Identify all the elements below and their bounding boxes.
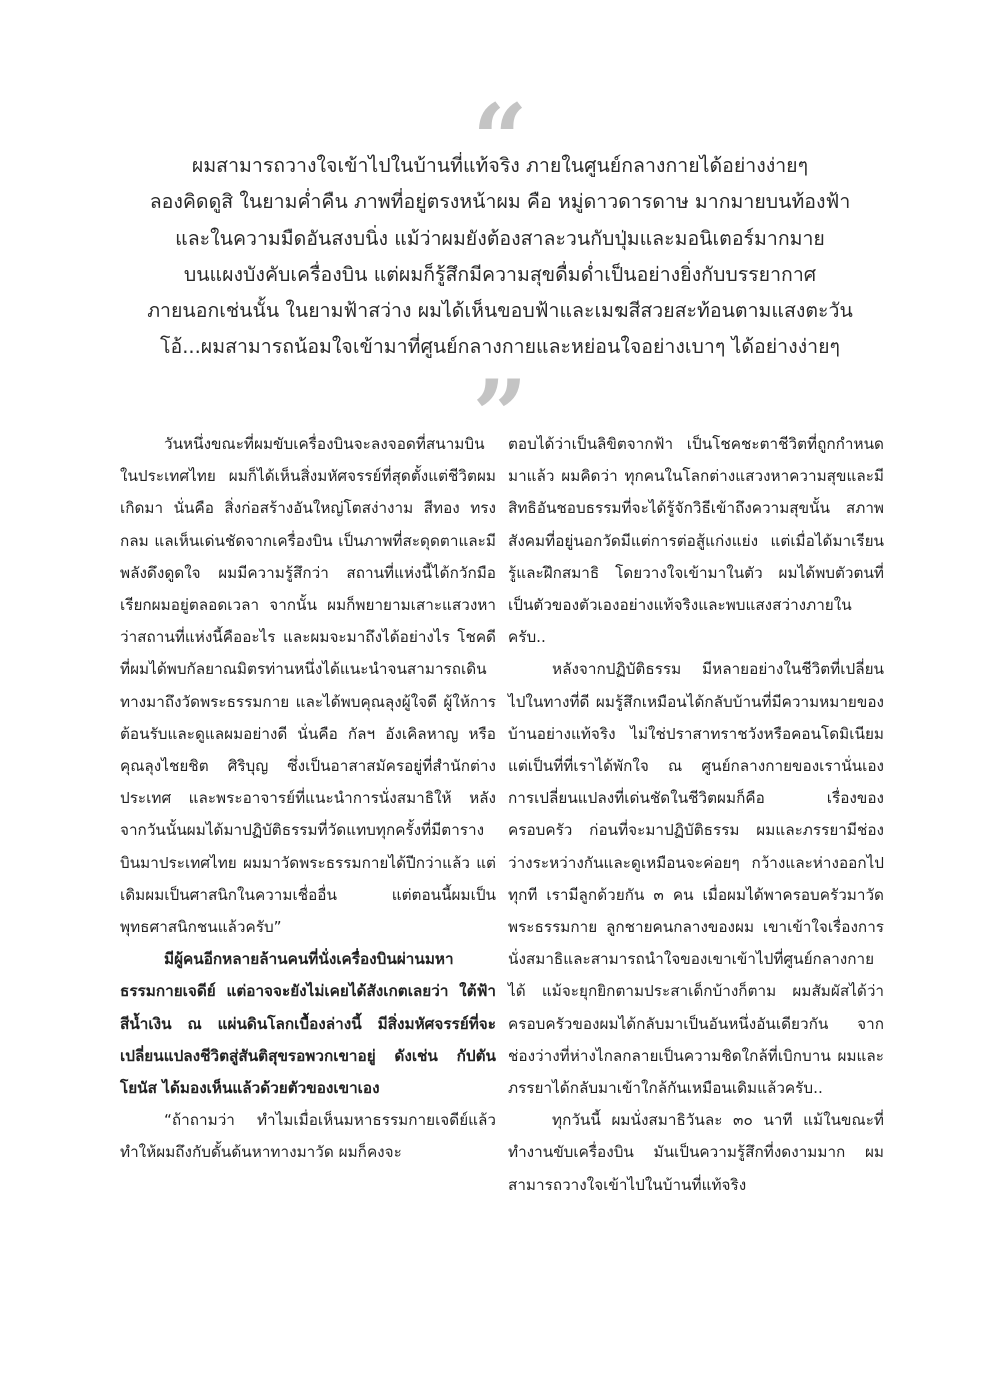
body-paragraph: ทุกวันนี้ ผมนั่งสมาธิวันละ ๓๐ นาที แม้ในขณะที่ทำงานขับเครื่องบิน มันเป็นความรู้สึกที่งดงามมาก ผมสามารถวางใจเข้าไปในบ้านที่แท้จริง (508, 1111, 884, 1194)
pull-quote-line: และในความมืดอันสงบนิ่ง แม้ว่าผมยังต้องสาละวนกับปุ่มและมอนิเตอร์มากมาย (175, 226, 825, 250)
body-paragraph: “ถ้าถามว่า ทำไมเมื่อเห็นมหาธรรมกายเจดีย์แล้ว ทำให้ผมถึงกับดั้นด้นหาทางมาวัด ผมก็คงจะ (120, 1111, 496, 1162)
pull-quote-line: ภายนอกเช่นนั้น ในยามฟ้าสว่าง ผมได้เห็นขอบฟ้าและเมฆสีสวยสะท้อนตามแสงตะวัน (147, 299, 853, 323)
pull-quote-line: ผมสามารถวางใจเข้าไปในบ้านที่แท้จริง ภายในศูนย์กลางกายได้อย่างง่ายๆ (191, 154, 809, 177)
body-paragraph: ตอบได้ว่าเป็นลิขิตจากฟ้า เป็นโชคชะตาชีวิตที่ถูกกำหนดมาแล้ว ผมคิดว่า ทุกคนในโลกต่างแสวงหาความสุขและมีสิทธิอันชอบธรรมที่จะได้รู้จักวิธีเข้าถึงความสุขนั้น สภาพสังคมที่อยู่นอกวัดมีแต่การต่อสู้แก่งแย่ง แต่เมื่อได้มาเรียนรู้และฝึกสมาธิ โดยวางใจเข้ามาในตัว ผมได้พบตัวตนที่เป็นตัวของตัวเองอย่างแท้จริงและพบแสงสว่างภายในครับ.. (508, 435, 884, 647)
pull-quote-line: ลองคิดดูสิ ในยามค่ำคืน ภาพที่อยู่ตรงหน้าผม คือ หมู่ดาวดารดาษ มากมายบนท้องฟ้า (149, 190, 851, 214)
pull-quote (90, 148, 910, 366)
body-paragraph: หลังจากปฏิบัติธรรม มีหลายอย่างในชีวิตที่เปลี่ยนไปในทางที่ดี ผมรู้สึกเหมือนได้กลับบ้านที่มีความหมายของบ้านอย่างแท้จริง ไม่ใช่ปราสาทราชวังหรือคอนโดมิเนียม แต่เป็นที่ที่เราได้พักใจ ณ ศูนย์กลางกายของเรานั่นเอง การเปลี่ยนแปลงที่เด่นชัดในชีวิตผมก็คือ เรื่องของครอบครัว ก่อนที่จะมาปฏิบัติธรรม ผมและภรรยามีช่องว่างระหว่างกันและดูเหมือนจะค่อยๆ กว้างและห่างออกไปทุกที เรามีลูกด้วยกัน ๓ คน เมื่อผมได้พาครอบครัวมาวัดพระธรรมกาย ลูกชายคนกลางของผม เขาเข้าใจเรื่องการนั่งสมาธิและสามารถนำใจของเขาเข้าไปที่ศูนย์กลางกายได้ แม้จะยุกยิกตามประสาเด็กบ้างก็ตาม ผมสัมผัสได้ว่าครอบครัวของผมได้กลับมาเป็นอันหนึ่งอันเดียวกัน จากช่องว่างที่ห่างไกลกลายเป็นความชิดใกล้ที่เบิกบาน ผมและภรรยาได้กลับมาเข้าใกล้กันเหมือนเดิมแล้วครับ.. (508, 660, 884, 1098)
pull-quote-line: บนแผงบังคับเครื่องบิน แต่ผมก็รู้สึกมีความสุขดื่มด่ำเป็นอย่างยิ่งกับบรรยากาศ (183, 262, 817, 286)
pull-quote-line: โอ้...ผมสามารถน้อมใจเข้ามาที่ศูนย์กลางกายและหย่อนใจอย่างเบาๆ ได้อย่างง่ายๆ (160, 335, 840, 359)
body-paragraph: วันหนึ่งขณะที่ผมขับเครื่องบินจะลงจอดที่สนามบินในประเทศไทย ผมก็ได้เห็นสิ่งมหัศจรรย์ที่สุดตั้งแต่ชีวิตผมเกิดมา นั่นคือ สิ่งก่อสร้างอันใหญ่โตสง่างาม สีทอง ทรงกลม แลเห็นเด่นชัดจากเครื่องบิน เป็นภาพที่สะดุดตาและมีพลังดึงดูดใจ ผมมีความรู้สึกว่า สถานที่แห่งนี้ได้กวักมือเรียกผมอยู่ตลอดเวลา จากนั้น ผมก็พยายามเสาะแสวงหาว่าสถานที่แห่งนี้คืออะไร และผมจะมาถึงได้อย่างไร โชคดีที่ผมได้พบกัลยาณมิตรท่านหนึ่งได้แนะนำจนสามารถเดินทางมาถึงวัดพระธรรมกาย และได้พบคุณลุงผู้ใจดี ผู้ให้การต้อนรับและดูแลผมอย่างดี นั่นคือ กัลฯ อังเคิลหาญ หรือคุณลุงไชยชิต ศิริบุญ ซึ่งเป็นอาสาสมัครอยู่ที่สำนักต่างประเทศ และพระอาจารย์ที่แนะนำการนั่งสมาธิให้ หลังจากวันนั้นผมได้มาปฏิบัติธรรมที่วัดแทบทุกครั้งที่มีตารางบินมาประเทศไทย ผมมาวัดพระธรรมกายได้ปีกว่าแล้ว แต่เดิมผมเป็นศาสนิกในความเชื่ออื่น แต่ตอนนี้ผมเป็นพุทธศาสนิกชนแล้วครับ” (120, 435, 496, 937)
opening-quote-mark: “ (472, 83, 528, 196)
left-column (120, 428, 496, 1169)
closing-quote-mark: ” (472, 359, 528, 472)
bold-paragraph: มีผู้คนอีกหลายล้านคนที่นั่งเครื่องบินผ่านมหาธรรมกายเจดีย์ แต่อาจจะยังไม่เคยได้สังเกตเลยว่า ใต้ฟ้าสีน้ำเงิน ณ แผ่นดินโลกเบื้องล่างนี้ มีสิ่งมหัศจรรย์ที่จะเปลี่ยนแปลงชีวิตสู่สันติสุขรอพวกเขาอยู่ ดังเช่น กัปตันโยนัส ได้มองเห็นแล้วด้วยตัวของเขาเอง (120, 950, 496, 1098)
right-column (508, 428, 884, 1201)
